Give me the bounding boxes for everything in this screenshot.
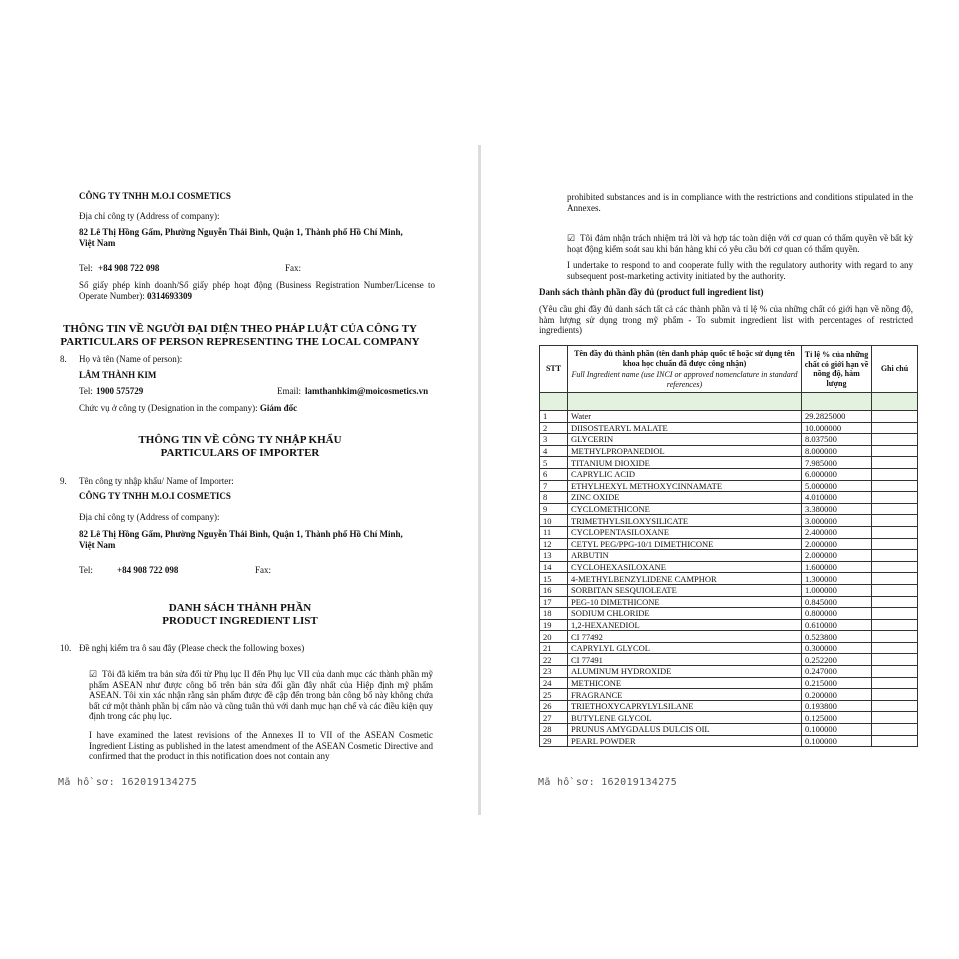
importer-address-label: Địa chỉ công ty (Address of company): (79, 512, 220, 522)
annex-continuation: prohibited substances and is in compliance with the restrictions and conditions stipulated in the Annexes. (567, 192, 913, 213)
cell-ingredient-name: ARBUTIN (568, 550, 802, 562)
license-label: Số giấy phép kinh doanh/Số giấy phép hoạt động (Business Registration Number/License to Operate Number): (79, 280, 435, 301)
tel-value: +84 908 722 098 (98, 263, 160, 273)
cell-percentage: 0.125000 (802, 712, 872, 724)
check-instruction: Đề nghị kiểm tra ô sau đây (Please check the following boxes) (79, 643, 305, 653)
cell-note (872, 677, 918, 689)
cell-ingredient-name: CETYL PEG/PPG-10/1 DIMETHICONE (568, 538, 802, 550)
importer-fax-label: Fax: (255, 565, 272, 575)
cell-ingredient-name: PEARL POWDER (568, 735, 802, 747)
cell-note (872, 608, 918, 620)
fax-label: Fax: (285, 263, 302, 273)
dossier-number-right: Mã hồ sơ: 162019134275 (538, 777, 678, 788)
rep-position-label: Chức vụ ở công ty (Designation in the company): (79, 403, 258, 413)
license-number: 0314693309 (146, 290, 192, 301)
cell-stt: 18 (540, 608, 568, 620)
cell-stt: 24 (540, 677, 568, 689)
cell-percentage: 0.215000 (802, 677, 872, 689)
cell-ingredient-name: TRIETHOXYCAPRYLYLSILANE (568, 700, 802, 712)
check-number: 10. (60, 643, 72, 653)
table-row (540, 561, 918, 573)
cell-note (872, 422, 918, 434)
table-row (540, 642, 918, 654)
cell-stt: 14 (540, 561, 568, 573)
rep-heading-vi: THÔNG TIN VỀ NGƯỜI ĐẠI DIỆN THEO PHÁP LUẬT CỦA CÔNG TY (63, 323, 417, 335)
cell-note (872, 724, 918, 736)
checkbox-checked-icon[interactable]: ☑ (89, 669, 98, 679)
table-row (540, 700, 918, 712)
dossier-number-left: Mã hồ sơ: 162019134275 (58, 777, 198, 788)
cell-percentage: 1.600000 (802, 561, 872, 573)
table-row (540, 689, 918, 701)
checkbox-authority (567, 233, 913, 254)
check2-en-text: I undertake to respond to and cooperate fully with the regulatory authority with regard to any subsequent post-marketing activity initiated by the authority. (567, 260, 913, 281)
importer-heading (40, 434, 440, 460)
cell-ingredient-name: FRAGRANCE (568, 689, 802, 701)
cell-ingredient-name: SODIUM CHLORIDE (568, 608, 802, 620)
cell-stt: 28 (540, 724, 568, 736)
cell-ingredient-name: DIISOSTEARYL MALATE (568, 422, 802, 434)
address-line-2: Việt Nam (79, 237, 116, 248)
table-row (540, 445, 918, 457)
cell-stt: 17 (540, 596, 568, 608)
cell-stt: 11 (540, 526, 568, 538)
cell-ingredient-name: SORBITAN SESQUIOLEATE (568, 584, 802, 596)
check2-vi-text: Tôi đảm nhận trách nhiệm trả lời và hợp tác toàn diện với cơ quan có thẩm quyền về bất kỳ hoạt động kiểm soát sau khi bán hàng khi có yêu cầu bởi cơ quan có thẩm quyền. (567, 233, 913, 254)
rep-name-label: Họ và tên (Name of person): (79, 354, 183, 364)
cell-stt: 2 (540, 422, 568, 434)
cell-stt: 19 (540, 619, 568, 631)
cell-note (872, 584, 918, 596)
cell-percentage: 2.400000 (802, 526, 872, 538)
cell-ingredient-name: TRIMETHYLSILOXYSILICATE (568, 515, 802, 527)
cell-stt: 5 (540, 457, 568, 469)
cell-note (872, 468, 918, 480)
cell-stt: 22 (540, 654, 568, 666)
cell-stt: 1 (540, 411, 568, 423)
cell-percentage: 0.610000 (802, 619, 872, 631)
table-blank-row (540, 393, 918, 411)
table-row (540, 584, 918, 596)
cell-stt: 16 (540, 584, 568, 596)
importer-heading-vi: THÔNG TIN VỀ CÔNG TY NHẬP KHẨU (138, 434, 342, 446)
cell-ingredient-name: PRUNUS AMYGDALUS DULCIS OIL (568, 724, 802, 736)
cell-stt: 12 (540, 538, 568, 550)
cell-ingredient-name: ALUMINUM HYDROXIDE (568, 666, 802, 678)
cell-percentage: 2.000000 (802, 538, 872, 550)
cell-ingredient-name: Water (568, 411, 802, 423)
table-row (540, 735, 918, 747)
cell-stt: 13 (540, 550, 568, 562)
cell-percentage: 0.100000 (802, 724, 872, 736)
table-row (540, 654, 918, 666)
ingredient-table-body (540, 393, 918, 747)
cell-ingredient-name: BUTYLENE GLYCOL (568, 712, 802, 724)
cell-percentage: 5.000000 (802, 480, 872, 492)
table-row (540, 434, 918, 446)
table-row (540, 608, 918, 620)
cell-stt: 9 (540, 503, 568, 515)
cell-note (872, 712, 918, 724)
cell-note (872, 666, 918, 678)
ingredient-table (539, 345, 918, 747)
table-row (540, 503, 918, 515)
cell-ingredient-name: PEG-10 DIMETHICONE (568, 596, 802, 608)
table-row (540, 468, 918, 480)
rep-number: 8. (60, 354, 67, 364)
cell-note (872, 503, 918, 515)
cell-note (872, 619, 918, 631)
cell-percentage: 0.100000 (802, 735, 872, 747)
header-ingredient-name (568, 346, 802, 393)
importer-address (79, 529, 439, 550)
rep-position (79, 403, 297, 414)
cell-note (872, 561, 918, 573)
rep-tel-label: Tel: (79, 386, 93, 396)
cell-percentage: 1.300000 (802, 573, 872, 585)
importer-heading-en: PARTICULARS OF IMPORTER (160, 447, 320, 459)
importer-address-line-1: 82 Lê Thị Hồng Gấm, Phường Nguyễn Thái Bình, Quận 1, Thành phố Hồ Chí Minh, (79, 529, 403, 539)
cell-ingredient-name: 4-METHYLBENZYLIDENE CAMPHOR (568, 573, 802, 585)
cell-ingredient-name: CYCLOHEXASILOXANE (568, 561, 802, 573)
ingredient-list-heading-vi: DANH SÁCH THÀNH PHẦN (168, 602, 312, 614)
cell-percentage: 8.037500 (802, 434, 872, 446)
cell-ingredient-name: METHICONE (568, 677, 802, 689)
ingredient-list-heading (40, 602, 440, 628)
cell-percentage: 3.380000 (802, 503, 872, 515)
cell-ingredient-name: CAPRYLYL GLYCOL (568, 642, 802, 654)
table-row (540, 712, 918, 724)
cell-percentage: 0.193800 (802, 700, 872, 712)
cell-stt: 27 (540, 712, 568, 724)
cell-percentage: 7.985000 (802, 457, 872, 469)
cell-ingredient-name: 1,2-HEXANEDIOL (568, 619, 802, 631)
cell-note (872, 538, 918, 550)
cell-percentage: 0.523800 (802, 631, 872, 643)
cell-percentage: 0.300000 (802, 642, 872, 654)
table-row (540, 619, 918, 631)
cell-ingredient-name: CI 77491 (568, 654, 802, 666)
importer-name-label: Tên công ty nhập khẩu/ Name of Importer: (79, 476, 234, 486)
table-row (540, 550, 918, 562)
cell-note (872, 689, 918, 701)
cell-percentage: 0.252200 (802, 654, 872, 666)
cell-note (872, 642, 918, 654)
cell-note (872, 434, 918, 446)
cell-percentage: 10.000000 (802, 422, 872, 434)
cell-stt: 21 (540, 642, 568, 654)
cell-percentage: 29.2825000 (802, 411, 872, 423)
cell-stt: 7 (540, 480, 568, 492)
rep-email: lamthanhkim@moicosmetics.vn (305, 386, 429, 396)
table-row (540, 492, 918, 504)
importer-name: CÔNG TY TNHH M.O.I COSMETICS (79, 491, 231, 501)
table-row (540, 596, 918, 608)
cell-ingredient-name: ETHYLHEXYL METHOXYCINNAMATE (568, 480, 802, 492)
cell-note (872, 573, 918, 585)
table-row (540, 457, 918, 469)
importer-number: 9. (60, 476, 67, 486)
cell-percentage: 6.000000 (802, 468, 872, 480)
table-row (540, 677, 918, 689)
checkbox-annex-vi (89, 669, 433, 722)
cell-ingredient-name: TITANIUM DIOXIDE (568, 457, 802, 469)
cell-stt: 15 (540, 573, 568, 585)
header-name-en: Full Ingredient name (use INCI or approved nomenclature in standard references) (571, 370, 798, 389)
table-row (540, 724, 918, 736)
cell-note (872, 631, 918, 643)
cell-stt: 8 (540, 492, 568, 504)
cell-stt: 4 (540, 445, 568, 457)
rep-position-value: Giám đốc (259, 403, 298, 413)
cell-stt: 6 (540, 468, 568, 480)
cell-percentage: 0.845000 (802, 596, 872, 608)
cell-ingredient-name: GLYCERIN (568, 434, 802, 446)
cell-ingredient-name: ZINC OXIDE (568, 492, 802, 504)
cell-note (872, 735, 918, 747)
cell-note (872, 654, 918, 666)
cell-ingredient-name: CYCLOPENTASILOXANE (568, 526, 802, 538)
cell-percentage: 3.000000 (802, 515, 872, 527)
cell-note (872, 411, 918, 423)
rep-tel: 1900 575729 (96, 386, 144, 396)
cell-stt: 20 (540, 631, 568, 643)
cell-note (872, 445, 918, 457)
full-list-title: Danh sách thành phần đầy đủ (product full ingredient list) (539, 287, 764, 297)
cell-percentage: 8.000000 (802, 445, 872, 457)
cell-note (872, 550, 918, 562)
company-name: CÔNG TY TNHH M.O.I COSMETICS (79, 191, 231, 201)
checkbox-checked-icon[interactable]: ☑ (567, 233, 576, 243)
table-row (540, 515, 918, 527)
ingredient-list-heading-en: PRODUCT INGREDIENT LIST (162, 615, 318, 627)
cell-ingredient-name: CYCLOMETHICONE (568, 503, 802, 515)
cell-stt: 23 (540, 666, 568, 678)
cell-stt: 29 (540, 735, 568, 747)
cell-percentage: 1.000000 (802, 584, 872, 596)
cell-note (872, 515, 918, 527)
rep-heading (40, 323, 440, 349)
cell-stt: 3 (540, 434, 568, 446)
header-percentage: Tỉ lệ % của những chất có giới hạn về nồng độ, hàm lượng (802, 346, 872, 393)
cell-note (872, 596, 918, 608)
importer-address-line-2: Việt Nam (79, 539, 116, 550)
table-row (540, 422, 918, 434)
table-row (540, 411, 918, 423)
rep-email-label: Email: (277, 386, 301, 396)
tel-label: Tel: (79, 263, 93, 273)
cell-note (872, 492, 918, 504)
address-label: Địa chỉ công ty (Address of company): (79, 211, 220, 221)
header-name-vi: Tên đầy đủ thành phần (tên danh pháp quốc tế hoặc sử dụng tên khoa học chuẩn đã được công nhận) (574, 349, 795, 368)
cell-percentage: 0.200000 (802, 689, 872, 701)
cell-percentage: 4.010000 (802, 492, 872, 504)
address-value (79, 227, 439, 248)
cell-note (872, 700, 918, 712)
table-row (540, 538, 918, 550)
cell-note (872, 526, 918, 538)
table-row (540, 631, 918, 643)
cell-note (872, 480, 918, 492)
table-row (540, 666, 918, 678)
cell-stt: 25 (540, 689, 568, 701)
check1-vi-text: Tôi đã kiểm tra bản sửa đổi từ Phụ lục II đến Phụ lục VII của danh mục các thành phần mỹ phẩm ASEAN như được công bố trên bản sửa đổi gần đây nhất của Hiệp định mỹ phẩm ASEAN. Tôi xin xác nhận rằng sản phẩm được đề cập đến trong bản công bố này không chứa bất cứ một thành phần bị cấm nào và cũng tuân thủ với danh mục hạn chế và các điều kiện quy định trong các phụ lục. (89, 669, 433, 721)
rep-name: LÂM THÀNH KIM (79, 370, 157, 380)
cell-ingredient-name: CAPRYLIC ACID (568, 468, 802, 480)
header-stt: STT (540, 346, 568, 393)
table-row (540, 573, 918, 585)
address-line-1: 82 Lê Thị Hồng Gấm, Phường Nguyễn Thái Bình, Quận 1, Thành phố Hồ Chí Minh, (79, 227, 403, 237)
cell-note (872, 457, 918, 469)
cell-ingredient-name: CI 77492 (568, 631, 802, 643)
full-list-note: (Yêu cầu ghi đầy đủ danh sách tất cả các thành phần và tỉ lệ % của những chất có giới hạn về nồng độ, hàm lượng sử dụng trong mỹ phẩm - To submit ingredient list with percentages of restricted ingredients) (539, 304, 913, 335)
importer-tel: +84 908 722 098 (117, 565, 179, 575)
check1-en-text: I have examined the latest revisions of the Annexes II to VII of the ASEAN Cosmetic Ingredient Listing as published in the latest amendment of the ASEAN Cosmetic Directive and confirmed that the product in this notification does not contain any (89, 730, 433, 761)
cell-ingredient-name: METHYLPROPANEDIOL (568, 445, 802, 457)
cell-stt: 26 (540, 700, 568, 712)
cell-stt: 10 (540, 515, 568, 527)
cell-percentage: 0.800000 (802, 608, 872, 620)
table-header-row (540, 346, 918, 393)
cell-percentage: 0.247000 (802, 666, 872, 678)
cell-percentage: 2.000000 (802, 550, 872, 562)
rep-heading-en: PARTICULARS OF PERSON REPRESENTING THE LOCAL COMPANY (60, 336, 420, 348)
table-row (540, 480, 918, 492)
importer-tel-label: Tel: (79, 565, 93, 575)
license-text (79, 280, 435, 301)
header-note: Ghi chú (872, 346, 918, 393)
table-row (540, 526, 918, 538)
